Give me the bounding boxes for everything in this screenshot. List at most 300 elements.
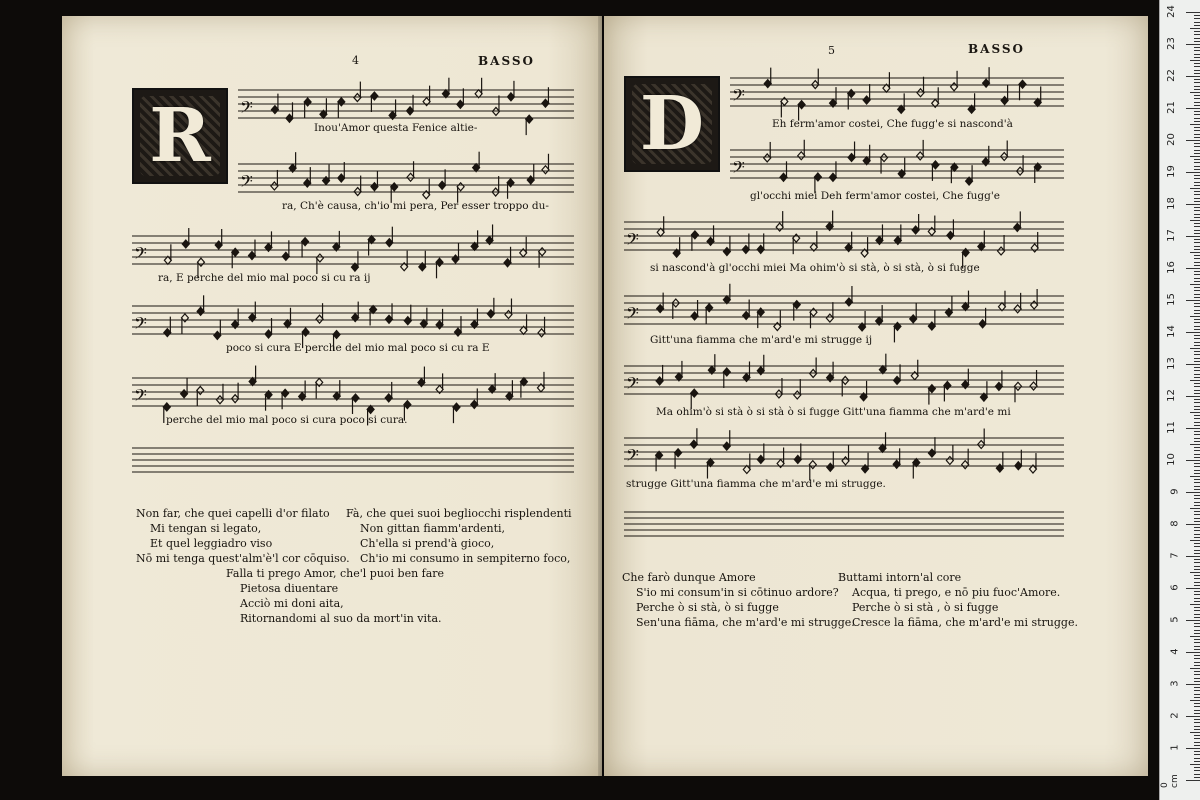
- ruler-label: 7: [1169, 552, 1181, 559]
- note: [812, 69, 819, 89]
- note: [774, 311, 781, 331]
- ruler-label: 8: [1169, 520, 1181, 527]
- note: [265, 231, 272, 251]
- note: [197, 386, 204, 406]
- ruler-label: 3: [1169, 680, 1181, 687]
- verse-line: Mi tengan si legato,: [150, 522, 262, 535]
- ruler-tick: [1194, 770, 1200, 771]
- note: [232, 383, 239, 403]
- ruler-label: 21: [1166, 101, 1178, 114]
- note: [526, 115, 533, 135]
- note: [304, 167, 311, 187]
- ruler-tick: [1194, 569, 1200, 570]
- ruler-tick: [1194, 601, 1200, 602]
- note: [439, 169, 446, 189]
- note: [471, 230, 478, 250]
- ruler-tick: [1194, 633, 1200, 634]
- note: [436, 373, 443, 393]
- ruler-tick: [1194, 726, 1200, 727]
- ruler-tick: [1194, 425, 1200, 426]
- ruler-tick: [1194, 86, 1200, 87]
- ruler-tick: [1190, 316, 1200, 317]
- note: [928, 310, 935, 330]
- note: [842, 376, 849, 396]
- right-page: [604, 16, 1148, 776]
- ruler-tick: [1194, 703, 1200, 704]
- ruler-tick: [1194, 342, 1200, 343]
- ruler-label: 14: [1166, 325, 1178, 338]
- ruler-tick: [1194, 610, 1200, 611]
- note: [527, 164, 534, 184]
- ruler-tick: [1194, 310, 1200, 311]
- note: [351, 251, 358, 271]
- note: [777, 447, 784, 467]
- ruler-tick: [1194, 562, 1200, 563]
- ruler-tick: [1190, 636, 1200, 637]
- note: [917, 77, 924, 97]
- note: [249, 302, 256, 322]
- ruler-tick: [1194, 543, 1200, 544]
- lyric-line-r5: Ma ohim'ò si stà ò si stà ò si fugge Gitt'una fiamma che m'ard'e mi: [656, 406, 1011, 418]
- note: [507, 81, 514, 101]
- ruler-tick: [1186, 428, 1200, 429]
- note: [980, 381, 987, 401]
- ruler-tick: [1190, 700, 1200, 701]
- ruler-tick: [1194, 150, 1200, 151]
- ruler-tick: [1194, 486, 1200, 487]
- ruler-tick: [1194, 105, 1200, 106]
- note: [338, 98, 345, 118]
- note: [913, 459, 920, 479]
- ruler-tick: [1194, 422, 1200, 423]
- ruler-tick: [1186, 204, 1200, 205]
- ruler-label: 24: [1166, 5, 1178, 18]
- verse-line: Ch'io mi consumo in sempiterno foco,: [360, 552, 571, 565]
- ruler-tick: [1194, 137, 1200, 138]
- note: [338, 162, 345, 182]
- note: [982, 146, 989, 166]
- ruler-tick: [1194, 322, 1200, 323]
- ruler-tick: [1194, 166, 1200, 167]
- page-number-right: 5: [828, 44, 835, 57]
- note: [848, 142, 855, 162]
- note: [707, 225, 714, 245]
- ruler-tick: [1186, 236, 1200, 237]
- ruler-tick: [1194, 409, 1200, 410]
- clef-glyph: 𝄢: [134, 385, 147, 409]
- note: [928, 216, 935, 236]
- ruler-tick: [1194, 191, 1200, 192]
- note: [757, 443, 764, 463]
- note: [423, 179, 430, 199]
- ruler-tick: [1194, 207, 1200, 208]
- initial-letter: R: [149, 93, 211, 179]
- note: [401, 251, 408, 271]
- note: [757, 355, 764, 375]
- verse-line: Acqua, ti prego, e nō piu fuoc'Amore.: [852, 586, 1061, 599]
- note: [656, 365, 663, 385]
- note: [506, 380, 513, 400]
- ruler-tick: [1194, 98, 1200, 99]
- note: [876, 305, 883, 325]
- note: [404, 305, 411, 325]
- note: [863, 84, 870, 104]
- ruler-tick: [1194, 777, 1200, 778]
- verse-line: Et quel leggiadro viso: [150, 537, 273, 550]
- lyric-line-l2: ra, Ch'è causa, ch'io mi pera, Per esser troppo du-: [282, 200, 549, 212]
- ruler-tick: [1194, 646, 1200, 647]
- empty-staff-right: [624, 504, 1064, 544]
- measurement-ruler: [1159, 0, 1200, 800]
- note: [216, 384, 223, 404]
- note: [1017, 155, 1024, 175]
- ruler-tick: [1194, 34, 1200, 35]
- clef-glyph: 𝄢: [626, 229, 639, 253]
- note: [945, 296, 952, 316]
- note: [316, 378, 323, 398]
- ruler-tick: [1194, 162, 1200, 163]
- ruler-tick: [1194, 383, 1200, 384]
- ruler-tick: [1194, 354, 1200, 355]
- note: [708, 354, 715, 374]
- ruler-tick: [1194, 582, 1200, 583]
- ruler-tick: [1194, 31, 1200, 32]
- note: [352, 394, 359, 414]
- ruler-tick: [1194, 265, 1200, 266]
- ruler-tick: [1194, 639, 1200, 640]
- note: [371, 92, 378, 112]
- note: [354, 176, 361, 196]
- ruler-tick: [1190, 380, 1200, 381]
- verse-line: Nō mi tenga quest'alm'è'l cor cōquiso.: [136, 552, 350, 565]
- ruler-tick: [1194, 134, 1200, 135]
- note: [879, 432, 886, 452]
- ruler-tick: [1194, 297, 1200, 298]
- verse-line: Che farò dunque Amore: [622, 571, 756, 584]
- ruler-tick: [1194, 313, 1200, 314]
- ruler-tick: [1194, 95, 1200, 96]
- ruler-tick: [1194, 258, 1200, 259]
- ruler-tick: [1186, 748, 1200, 749]
- note: [539, 248, 546, 268]
- ruler-tick: [1194, 329, 1200, 330]
- ruler-tick: [1194, 351, 1200, 352]
- ruler-tick: [1194, 681, 1200, 682]
- ruler-tick: [1194, 495, 1200, 496]
- ruler-tick: [1194, 482, 1200, 483]
- note: [946, 445, 953, 465]
- note: [284, 308, 291, 328]
- note: [1014, 211, 1021, 231]
- note: [452, 243, 459, 263]
- note: [979, 308, 986, 328]
- note: [691, 231, 698, 251]
- ruler-tick: [1194, 79, 1200, 80]
- ruler-tick: [1194, 89, 1200, 90]
- ruler-tick: [1194, 454, 1200, 455]
- ruler-tick: [1194, 249, 1200, 250]
- note: [998, 235, 1005, 255]
- ruler-tick: [1194, 345, 1200, 346]
- ruler-tick: [1186, 780, 1200, 781]
- ruler-tick: [1194, 393, 1200, 394]
- ruler-tick: [1194, 585, 1200, 586]
- ruler-tick: [1186, 684, 1200, 685]
- lyric-line-l4: poco si cura E perche del mio mal poco si cu ra E: [226, 342, 490, 354]
- verse-line: S'io mi consum'in si cōtinuo ardore?: [636, 586, 839, 599]
- ruler-tick: [1194, 674, 1200, 675]
- note: [757, 308, 764, 328]
- note: [286, 102, 293, 122]
- music-staff-r1: [730, 64, 1064, 124]
- note: [810, 308, 817, 328]
- note: [486, 224, 493, 244]
- note: [352, 302, 359, 322]
- ruler-tick: [1186, 76, 1200, 77]
- ruler-tick: [1190, 412, 1200, 413]
- clef-glyph: 𝄢: [626, 373, 639, 397]
- ruler-label: 10: [1166, 453, 1178, 466]
- ruler-tick: [1194, 290, 1200, 291]
- note: [912, 214, 919, 234]
- ruler-tick: [1190, 476, 1200, 477]
- verse-line: Non far, che quei capelli d'or filato: [136, 507, 330, 520]
- note: [673, 237, 680, 257]
- ruler-tick: [1190, 92, 1200, 93]
- verse-column-3: [226, 566, 444, 626]
- verse-line: Cresce la fiāma, che m'ard'e mi strugge.: [852, 616, 1078, 629]
- music-staff-r5: [624, 352, 1064, 412]
- ruler-tick: [1194, 118, 1200, 119]
- ruler-label: 23: [1166, 37, 1178, 50]
- note: [475, 78, 482, 98]
- ruler-tick: [1194, 406, 1200, 407]
- ruler-tick: [1194, 758, 1200, 759]
- lyric-line-r1: Eh ferm'amor costei, Che fugg'e si nascond'à: [772, 118, 1013, 130]
- ruler-tick: [1194, 230, 1200, 231]
- note: [457, 88, 464, 108]
- note: [1001, 85, 1008, 105]
- note: [898, 93, 905, 113]
- ruler-tick: [1194, 233, 1200, 234]
- note: [407, 95, 414, 115]
- ruler-label: 9: [1169, 488, 1181, 495]
- note: [932, 87, 939, 107]
- running-head-right: BASSO: [968, 42, 1025, 56]
- verse-column-1: [136, 506, 350, 566]
- ruler-tick: [1194, 591, 1200, 592]
- music-staff-r4: [624, 282, 1064, 342]
- ruler-tick: [1194, 438, 1200, 439]
- note: [998, 291, 1005, 311]
- ruler-tick: [1194, 598, 1200, 599]
- ruler-tick: [1194, 553, 1200, 554]
- ruler-tick: [1194, 418, 1200, 419]
- ruler-tick: [1194, 54, 1200, 55]
- clef-glyph: 𝄢: [732, 157, 745, 181]
- note: [842, 445, 849, 465]
- note: [1034, 86, 1041, 106]
- note: [894, 224, 901, 244]
- ruler-label: 5: [1169, 616, 1181, 623]
- ruler-tick: [1194, 537, 1200, 538]
- clef-glyph: 𝄢: [626, 303, 639, 327]
- ruler-tick: [1194, 742, 1200, 743]
- note: [386, 227, 393, 247]
- note: [775, 378, 782, 398]
- ruler-tick: [1194, 767, 1200, 768]
- note: [723, 284, 730, 304]
- ruler-tick: [1186, 460, 1200, 461]
- ruler-tick: [1186, 652, 1200, 653]
- note: [764, 142, 771, 162]
- ruler-label: 12: [1166, 389, 1178, 402]
- verse-line: Pietosa diuentare: [240, 582, 339, 595]
- book-spread: [62, 16, 1150, 778]
- note: [473, 152, 480, 172]
- verse-line: Perche ò si stà , ò si fugge: [852, 601, 999, 614]
- clef-glyph: 𝄢: [134, 243, 147, 267]
- lyric-line-l3: ra, E perche del mio mal poco si cu ra ij: [158, 272, 371, 284]
- ruler-tick: [1194, 271, 1200, 272]
- ruler-tick: [1194, 626, 1200, 627]
- verse-line: Sen'una fiāma, che m'ard'e mi strugge.: [636, 616, 855, 629]
- note: [520, 314, 527, 334]
- ruler-tick: [1190, 444, 1200, 445]
- empty-staff-left: [132, 440, 574, 480]
- ruler-label: 6: [1169, 584, 1181, 591]
- note: [232, 248, 239, 268]
- note: [302, 238, 309, 258]
- ruler-tick: [1194, 178, 1200, 179]
- ruler-tick: [1194, 687, 1200, 688]
- note: [371, 171, 378, 191]
- lyric-line-r2: gl'occhi miei Deh ferm'amor costei, Che fugg'e: [750, 190, 1000, 202]
- ruler-tick: [1194, 326, 1200, 327]
- running-head-left: BASSO: [478, 54, 535, 68]
- ruler-tick: [1194, 303, 1200, 304]
- music-staff-r6: [624, 424, 1064, 484]
- ruler-tick: [1194, 121, 1200, 122]
- note: [723, 430, 730, 450]
- ruler-tick: [1186, 300, 1200, 301]
- ruler-tick: [1186, 44, 1200, 45]
- ruler-tick: [1186, 524, 1200, 525]
- note: [826, 210, 833, 230]
- ruler-tick: [1194, 623, 1200, 624]
- ruler-tick: [1194, 143, 1200, 144]
- note: [879, 354, 886, 374]
- note: [898, 158, 905, 178]
- clef-glyph: 𝄢: [240, 97, 253, 121]
- ruler-tick: [1194, 15, 1200, 16]
- ruler-tick: [1194, 642, 1200, 643]
- ruler-tick: [1190, 284, 1200, 285]
- verse-column-4: [622, 570, 855, 630]
- ruler-tick: [1194, 370, 1200, 371]
- ruler-tick: [1186, 492, 1200, 493]
- note: [453, 403, 460, 423]
- ruler-tick: [1194, 63, 1200, 64]
- note: [860, 381, 867, 401]
- ruler-tick: [1194, 306, 1200, 307]
- ruler-tick: [1194, 630, 1200, 631]
- note: [181, 314, 188, 334]
- ruler-tick: [1194, 434, 1200, 435]
- note: [894, 322, 901, 342]
- ruler-tick: [1194, 441, 1200, 442]
- ruler-tick: [1194, 319, 1200, 320]
- ruler-tick: [1194, 463, 1200, 464]
- note: [996, 452, 1003, 472]
- note: [672, 299, 679, 319]
- ruler-tick: [1194, 335, 1200, 336]
- note: [370, 306, 377, 326]
- note: [423, 86, 430, 106]
- note: [1031, 232, 1038, 252]
- ruler-tick: [1194, 479, 1200, 480]
- verse-line: Falla ti prego Amor, che'l puoi ben fare: [226, 567, 445, 580]
- music-staff-r2: [730, 136, 1064, 196]
- ruler-label: 20: [1166, 133, 1178, 146]
- note: [214, 319, 221, 339]
- ruler-tick: [1194, 658, 1200, 659]
- note: [810, 231, 817, 251]
- ruler-tick: [1194, 498, 1200, 499]
- ruler-tick: [1194, 25, 1200, 26]
- note: [723, 368, 730, 388]
- lyric-line-r6: strugge Gitt'una fiamma che m'ard'e mi strugge.: [626, 478, 886, 490]
- note: [827, 362, 834, 382]
- ruler-tick: [1194, 470, 1200, 471]
- ruler-tick: [1190, 60, 1200, 61]
- note: [928, 437, 935, 457]
- note: [657, 216, 664, 236]
- ruler-unit-label: 0 cm: [1160, 774, 1180, 788]
- ruler-tick: [1194, 690, 1200, 691]
- note: [793, 234, 800, 254]
- ruler-tick: [1194, 146, 1200, 147]
- note: [289, 152, 296, 172]
- ruler-tick: [1194, 358, 1200, 359]
- ruler-tick: [1194, 514, 1200, 515]
- note: [492, 176, 499, 196]
- note: [368, 236, 375, 256]
- ruler-label: 17: [1166, 229, 1178, 242]
- note: [1034, 163, 1041, 183]
- ruler-tick: [1194, 550, 1200, 551]
- ruler-tick: [1186, 268, 1200, 269]
- note: [232, 308, 239, 328]
- note: [164, 244, 171, 264]
- clef-glyph: 𝄢: [626, 445, 639, 469]
- note: [827, 451, 834, 471]
- ruler-tick: [1194, 738, 1200, 739]
- ruler-tick: [1194, 390, 1200, 391]
- note: [333, 231, 340, 251]
- ruler-tick: [1190, 124, 1200, 125]
- ruler-tick: [1194, 527, 1200, 528]
- note: [944, 381, 951, 401]
- ruler-tick: [1186, 108, 1200, 109]
- ruler-tick: [1194, 255, 1200, 256]
- note: [389, 99, 396, 119]
- note: [419, 251, 426, 271]
- verse-line: Buttami intorn'al core: [838, 571, 962, 584]
- ruler-tick: [1190, 156, 1200, 157]
- ruler-tick: [1194, 361, 1200, 362]
- ruler-tick: [1194, 655, 1200, 656]
